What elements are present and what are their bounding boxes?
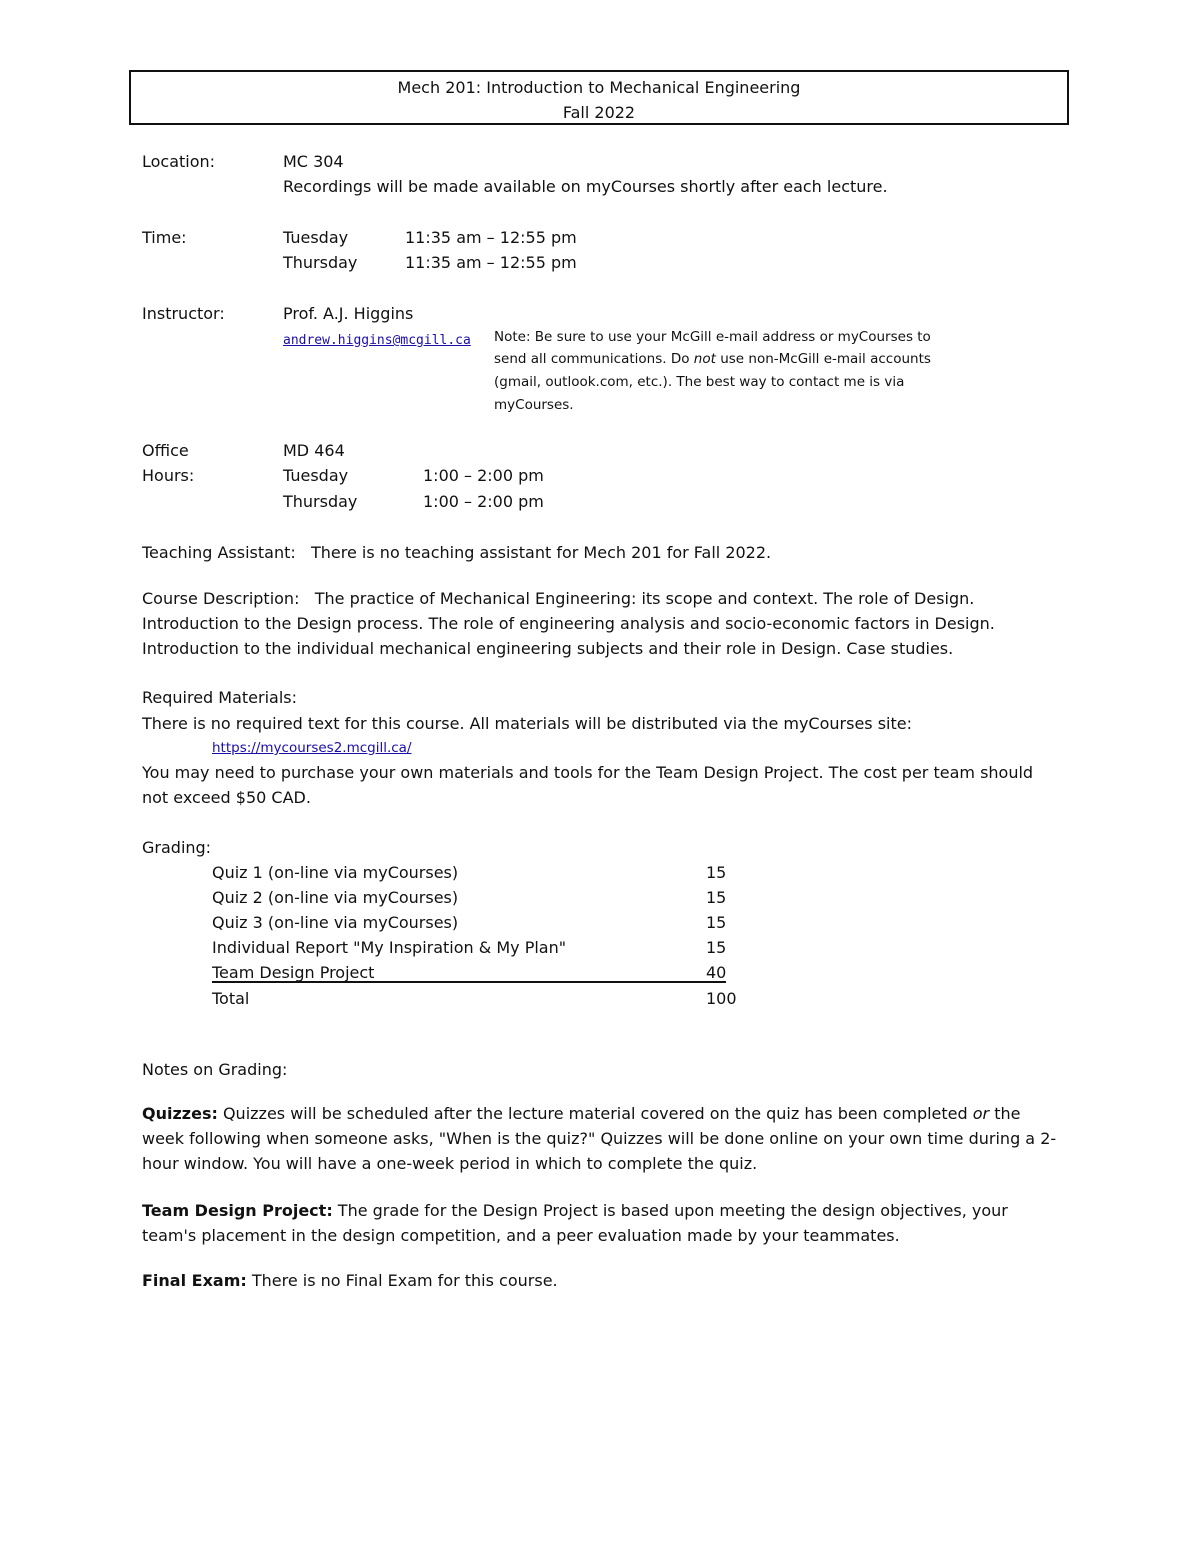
office-label: Office bbox=[142, 441, 189, 460]
instructor-note-line-3: (gmail, outlook.com, etc.). The best way to contact me is via bbox=[494, 374, 905, 390]
course-description bbox=[142, 586, 1062, 661]
materials-line-2: You may need to purchase your own materials and tools for the Team Design Project. The cost per team should not exceed $50 CAD. bbox=[142, 763, 1034, 807]
grading-total-label: Total bbox=[212, 989, 250, 1008]
ta-text: There is no teaching assistant for Mech 201 for Fall 2022. bbox=[311, 543, 772, 562]
grading-total-points: 100 bbox=[706, 989, 737, 1008]
quizzes-label: Quizzes: bbox=[142, 1104, 218, 1123]
instructor-note-line-2 bbox=[494, 353, 931, 367]
instructor-email-link[interactable]: andrew.higgins@mcgill.ca bbox=[283, 333, 471, 348]
course-title: Mech 201: Introduction to Mechanical Engineering bbox=[397, 78, 801, 97]
instructor-label: Instructor: bbox=[142, 304, 225, 323]
exam-label: Final Exam: bbox=[142, 1271, 247, 1290]
note-text-b: use non-McGill e-mail accounts bbox=[715, 351, 931, 367]
time-day-1: Tuesday bbox=[283, 228, 349, 247]
instructor-name: Prof. A.J. Higgins bbox=[283, 304, 414, 323]
time-hours-1: 11:35 am – 12:55 pm bbox=[405, 228, 577, 247]
time-hours-2: 11:35 am – 12:55 pm bbox=[405, 253, 577, 272]
project-label: Team Design Project: bbox=[142, 1201, 333, 1220]
notes-project bbox=[142, 1198, 1062, 1248]
grading-points-3: 15 bbox=[706, 913, 727, 932]
materials-label: Required Materials: bbox=[142, 688, 298, 707]
instructor-note-line-1: Note: Be sure to use your McGill e-mail address or myCourses to bbox=[494, 329, 931, 345]
quizzes-text-a: Quizzes will be scheduled after the lecture material covered on the quiz has been completed bbox=[217, 1104, 973, 1123]
grading-item-1: Quiz 1 (on-line via myCourses) bbox=[212, 863, 459, 882]
grading-item-5: Team Design Project bbox=[212, 963, 375, 982]
location-label: Location: bbox=[142, 152, 216, 171]
note-emphasis-not: not bbox=[693, 351, 716, 367]
grading-item-3: Quiz 3 (on-line via myCourses) bbox=[212, 913, 459, 932]
description-label: Course Description: bbox=[142, 589, 300, 608]
ta-label: Teaching Assistant: bbox=[142, 543, 296, 562]
notes-heading: Notes on Grading: bbox=[142, 1060, 288, 1079]
instructor-note-line-4: myCourses. bbox=[494, 397, 574, 413]
instructor-email[interactable] bbox=[283, 331, 471, 347]
grading-total-rule bbox=[212, 981, 726, 983]
hours-label: Hours: bbox=[142, 466, 195, 485]
grading-label: Grading: bbox=[142, 838, 212, 857]
grading-points-1: 15 bbox=[706, 863, 727, 882]
location-note: Recordings will be made available on myCourses shortly after each lecture. bbox=[283, 177, 888, 196]
grading-points-2: 15 bbox=[706, 888, 727, 907]
notes-quizzes bbox=[142, 1101, 1062, 1176]
time-day-2: Thursday bbox=[283, 253, 358, 272]
project-text: The grade for the Design Project is based upon meeting the design objectives, your team's placement in the design competition, and a peer evaluation made by your teammates. bbox=[142, 1201, 1008, 1245]
quizzes-text-b: the week following when someone asks, "When is the quiz?" Quizzes will be done online on your own time during a 2-hour window. You will have a one-week period in which to complete the quiz. bbox=[142, 1104, 1057, 1173]
office-day-1: Tuesday bbox=[283, 466, 349, 485]
course-term: Fall 2022 bbox=[562, 103, 636, 122]
office-hours-1: 1:00 – 2:00 pm bbox=[423, 466, 544, 485]
ta-line bbox=[142, 545, 771, 561]
office-day-2: Thursday bbox=[283, 492, 358, 511]
time-label: Time: bbox=[142, 228, 187, 247]
location-room: MC 304 bbox=[283, 152, 344, 171]
materials-line-1: There is no required text for this course. All materials will be distributed via the myCourses site: bbox=[142, 714, 912, 733]
description-text: The practice of Mechanical Engineering: its scope and context. The role of Design. Introduction to the Design process. The role of engineering analysis and socio-economic factors in Design. Introduction to the individual mechanical engineering subjects and their role in Design. Case studies. bbox=[142, 589, 995, 658]
grading-item-4: Individual Report "My Inspiration & My Plan" bbox=[212, 938, 567, 957]
mycourses-link[interactable]: https://mycourses2.mcgill.ca/ bbox=[212, 740, 412, 756]
grading-points-5: 40 bbox=[706, 963, 727, 982]
notes-exam bbox=[142, 1268, 1062, 1293]
exam-text: There is no Final Exam for this course. bbox=[246, 1271, 558, 1290]
grading-item-2: Quiz 2 (on-line via myCourses) bbox=[212, 888, 459, 907]
materials-url[interactable] bbox=[212, 742, 412, 756]
grading-points-4: 15 bbox=[706, 938, 727, 957]
quizzes-or: or bbox=[972, 1104, 990, 1123]
course-header bbox=[129, 70, 1069, 125]
office-room: MD 464 bbox=[283, 441, 345, 460]
office-hours-2: 1:00 – 2:00 pm bbox=[423, 492, 544, 511]
note-text-a: send all communications. Do bbox=[494, 351, 694, 367]
